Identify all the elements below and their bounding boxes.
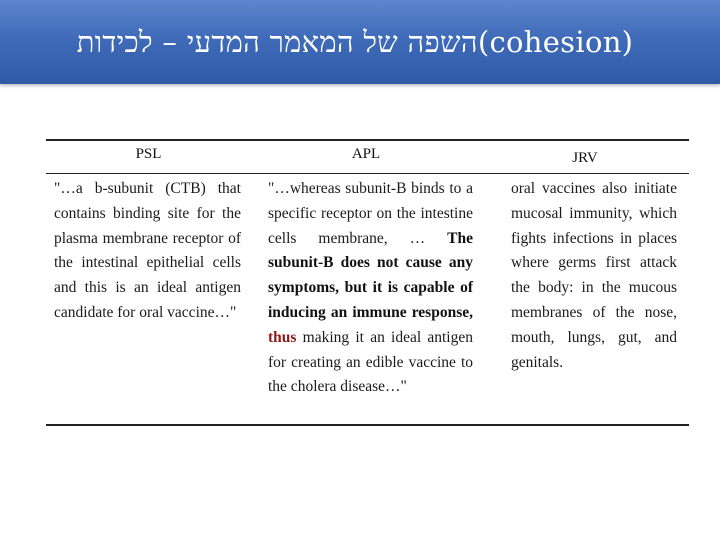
apl-text-start: "…whereas subunit-B binds to a specific receptor on the intestine cells membrane, … <box>268 180 473 247</box>
psl-cell: "…a b-subunit (CTB) that contains binding site for the plasma membrane receptor of the intestinal epithelial cells and this is an ideal antigen candidate for oral vaccine…" <box>54 180 241 321</box>
header-apl: APL <box>351 146 381 162</box>
slide-title <box>0 0 720 84</box>
table-header-row <box>46 141 689 174</box>
apl-text-bold: The subunit-B does not cause any symptoms, but it is capable of inducing an immune response, <box>268 229 473 321</box>
jrv-cell: oral vaccines also initiate mucosal immunity, which fights infections in places where germs first attack the body: in the mucous membranes of the nose, mouth, lungs, gut, and genitals. <box>511 180 677 371</box>
apl-text-end: making it an ideal antigen for creating an edible vaccine to the cholera disease…" <box>268 328 473 396</box>
slide-title-english: (cohesion) <box>477 25 634 59</box>
apl-text-accent: thus <box>268 328 297 346</box>
header-jrv: JRV <box>572 150 598 166</box>
slide-title-hebrew: השפה של המאמר המדעי – לכידות <box>76 24 478 59</box>
apl-cell <box>251 174 481 424</box>
header-psl: PSL <box>135 146 162 162</box>
table-row <box>46 174 689 424</box>
comparison-table <box>46 139 689 426</box>
